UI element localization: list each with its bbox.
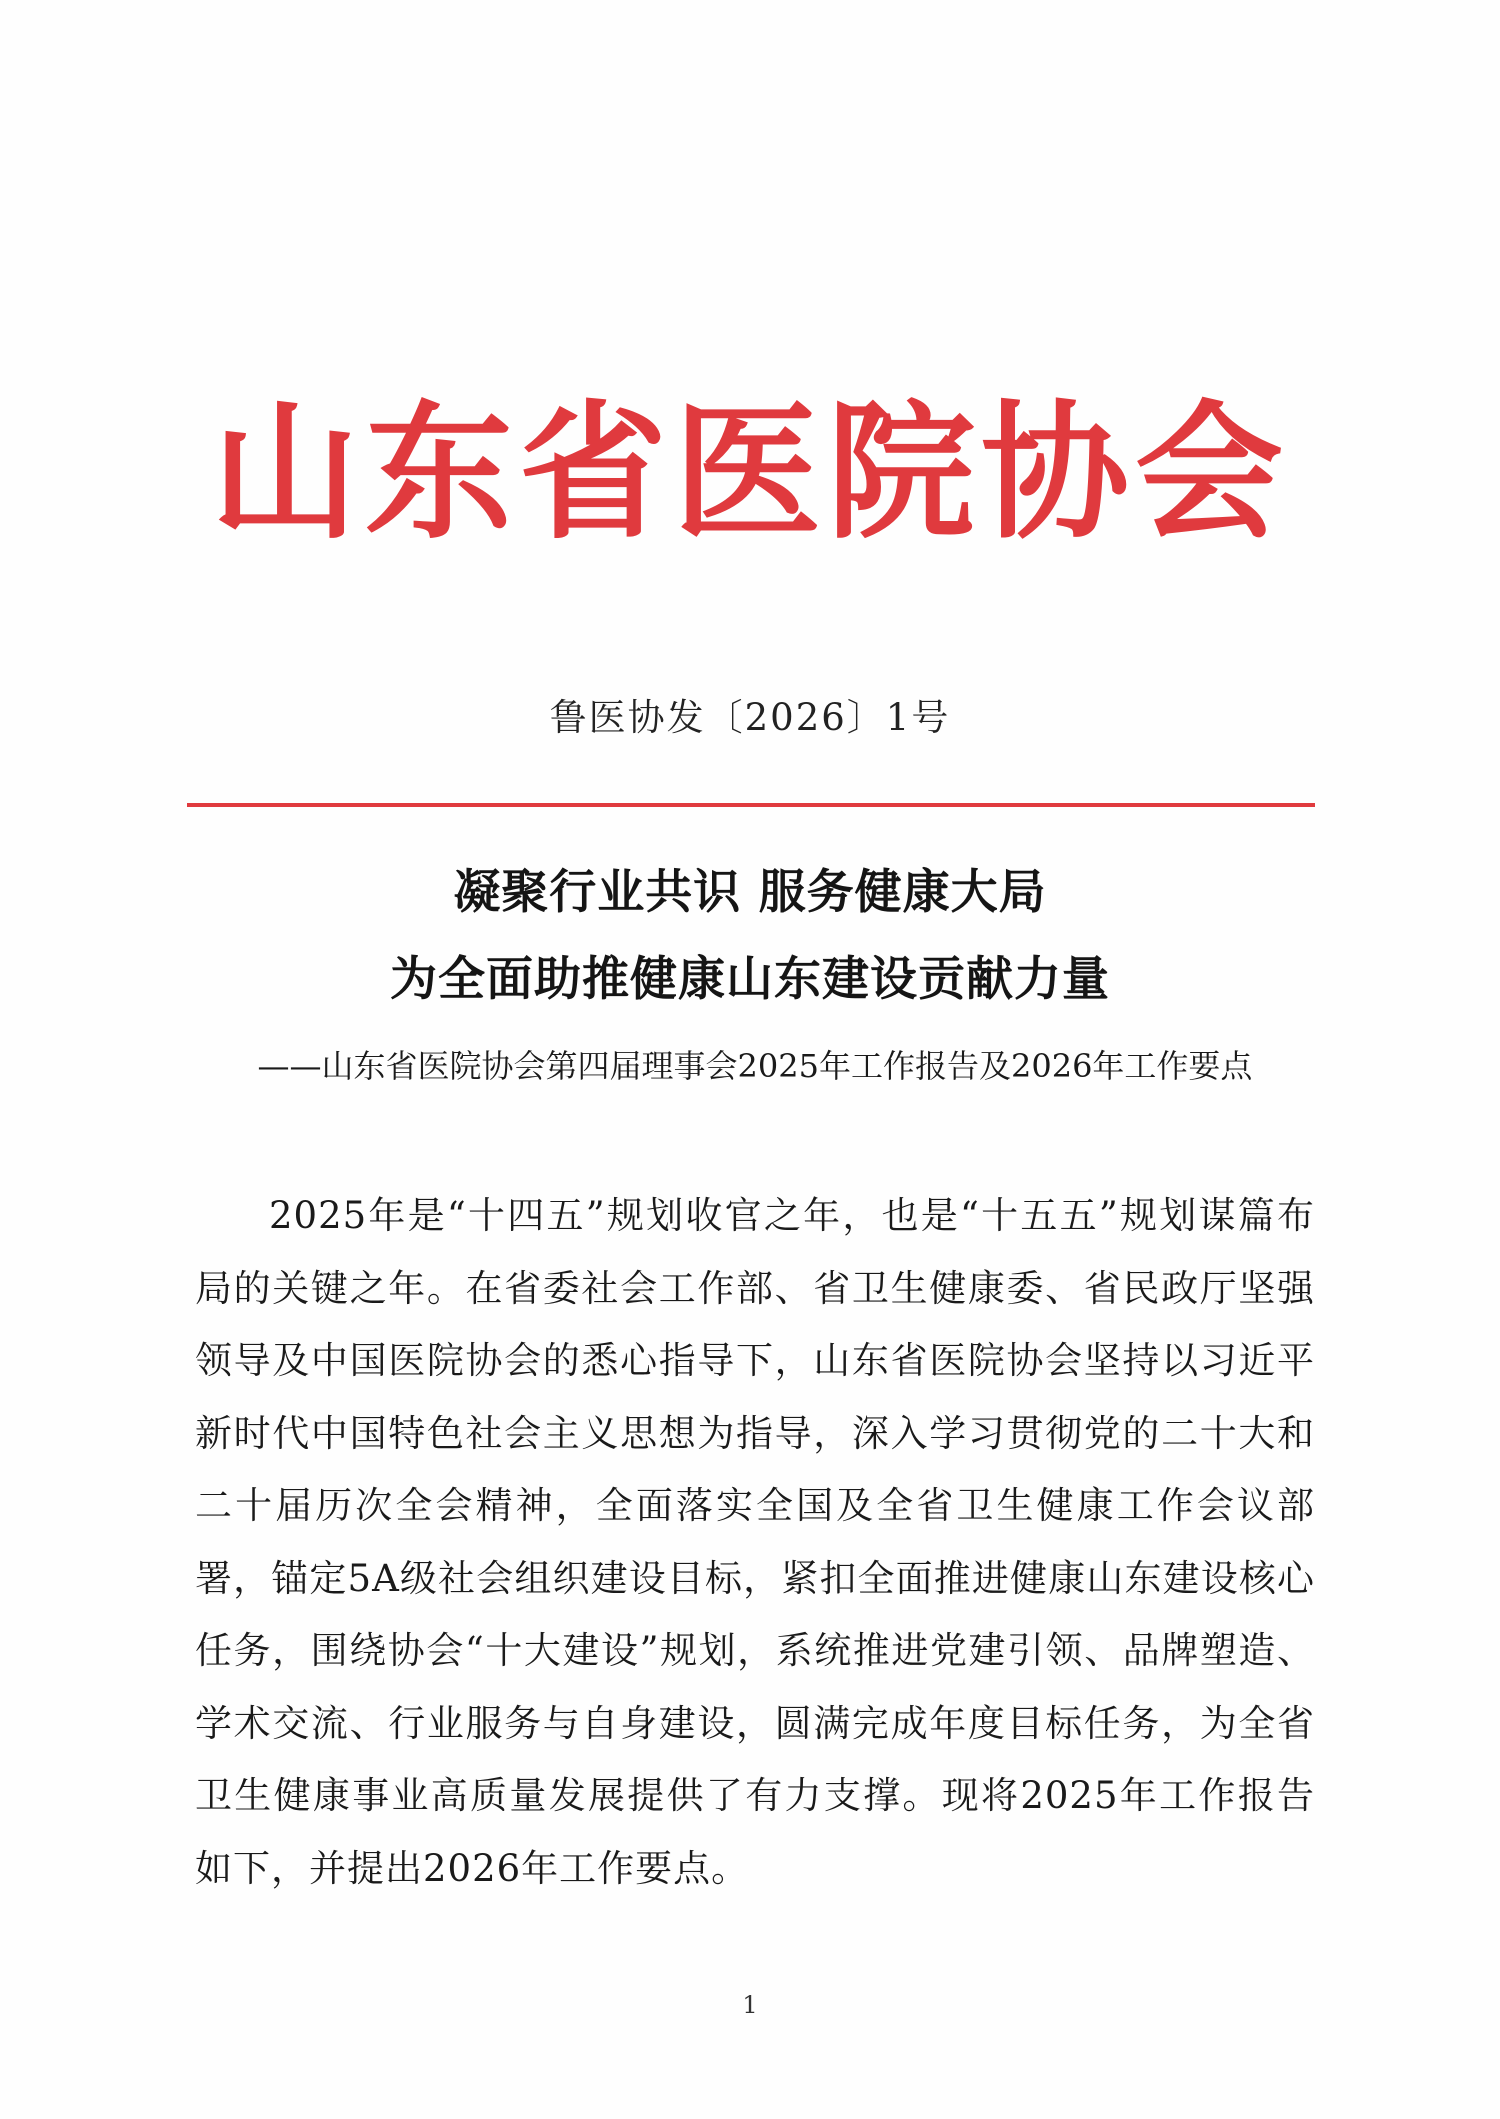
document-title-line-2: 为全面助推健康山东建设贡献力量 — [390, 952, 1110, 1007]
red-divider — [187, 803, 1315, 807]
page-number: 1 — [742, 1991, 758, 2019]
body-paragraph: 2025年是“十四五”规划收官之年，也是“十五五”规划谋篇布局的关键之年。在省委社会工作部、省卫生健康委、省民政厅坚强领导及中国医院协会的悉心指导下，山东省医院协会坚持以习近平新时代中国特色社会主义思想为指导，深入学习贯彻党的二十大和二十届历次全会精神，全面落实全国及全省卫生健康工作会议部署，锚定5A级社会组织建设目标，紧扣全面推进健康山东建设核心任务，围绕协会“十大建设”规划，系统推进党建引领、品牌塑造、学术交流、行业服务与自身建设，圆满完成年度目标任务，为全省卫生健康事业高质量发展提供了有力支撑。现将2025年工作报告如下，并提出2026年工作要点。 — [195, 1194, 1315, 1890]
document-title-line-1: 凝聚行业共识 服务健康大局 — [453, 865, 1047, 920]
document-subtitle: ——山东省医院协会第四届理事会2025年工作报告及2026年工作要点 — [257, 1047, 1253, 1085]
document-number: 鲁医协发〔2026〕1号 — [549, 696, 951, 739]
organization-header: 山东省医院协会 — [211, 387, 1289, 559]
